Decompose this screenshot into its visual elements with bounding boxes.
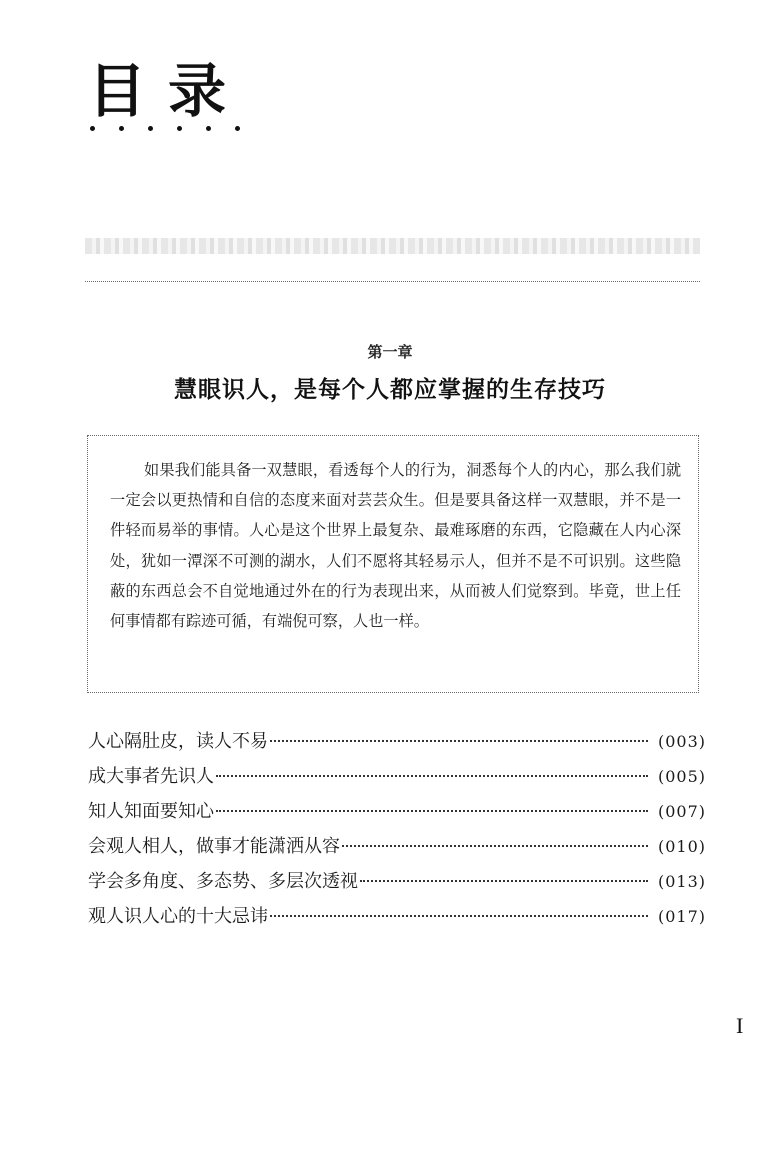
toc-entry-label: 人心隔肚皮，读人不易 [88,731,268,752]
dot [119,126,124,131]
toc-entry[interactable] [88,867,706,902]
toc-entry-label: 知人知面要知心 [88,801,214,822]
page-number: I [736,1013,744,1038]
dot-leader [270,915,648,917]
dotted-divider [85,281,700,282]
dot-leader [216,775,648,777]
toc-entry[interactable] [88,797,706,832]
dot-leader [216,810,648,812]
dot-leader [342,845,648,847]
chapter-intro-text: 如果我们能具备一双慧眼，看透每个人的行为，洞悉每个人的内心，那么我们就一定会以更热情和自信的态度来面对芸芸众生。但是要具备这样一双慧眼，并不是一件轻而易举的事情。人心是这个世界上最复杂、最难琢磨的东西，它隐藏在人内心深处，犹如一潭深不可测的湖水，人们不愿将其轻易示人，但并不是不可识别。这些隐蔽的东西总会不自觉地通过外在的行为表现出来，从而被人们觉察到。毕竟，世上任何事情都有踪迹可循，有端倪可察，人也一样。 [110,461,681,631]
toc-entry-label: 成大事者先识人 [88,766,214,787]
dot-leader [270,740,648,742]
dot [148,126,153,131]
toc-entry-label: 学会多角度、多态势、多层次透视 [88,871,358,892]
toc-entry[interactable] [88,727,706,762]
toc-entry-label: 观人识人心的十大忌讳 [88,906,268,927]
toc-entry-page: (017) [657,907,706,926]
dot [206,126,211,131]
toc-entry[interactable] [88,902,706,937]
toc-entry[interactable] [88,832,706,867]
toc-entry-page: (010) [657,837,706,856]
toc-entry-label: 会观人相人，做事才能潇洒从容 [88,836,340,857]
dot-leader [360,880,648,882]
dot [90,126,95,131]
chapter-title: 慧眼识人，是每个人都应掌握的生存技巧 [174,377,606,403]
toc-entry-page: (005) [657,767,706,786]
toc-entry[interactable] [88,762,706,797]
dot [235,126,240,131]
toc-entry-page: (013) [657,872,706,891]
page-title: 目录 [88,57,249,125]
dot [177,126,182,131]
table-of-contents [88,727,706,937]
chapter-number: 第一章 [367,343,413,361]
toc-entry-page: (007) [657,802,706,821]
toc-entry-page: (003) [657,732,706,751]
title-underline-dots [90,126,240,134]
chapter-intro-box [87,435,699,693]
decorative-banner [85,238,700,254]
